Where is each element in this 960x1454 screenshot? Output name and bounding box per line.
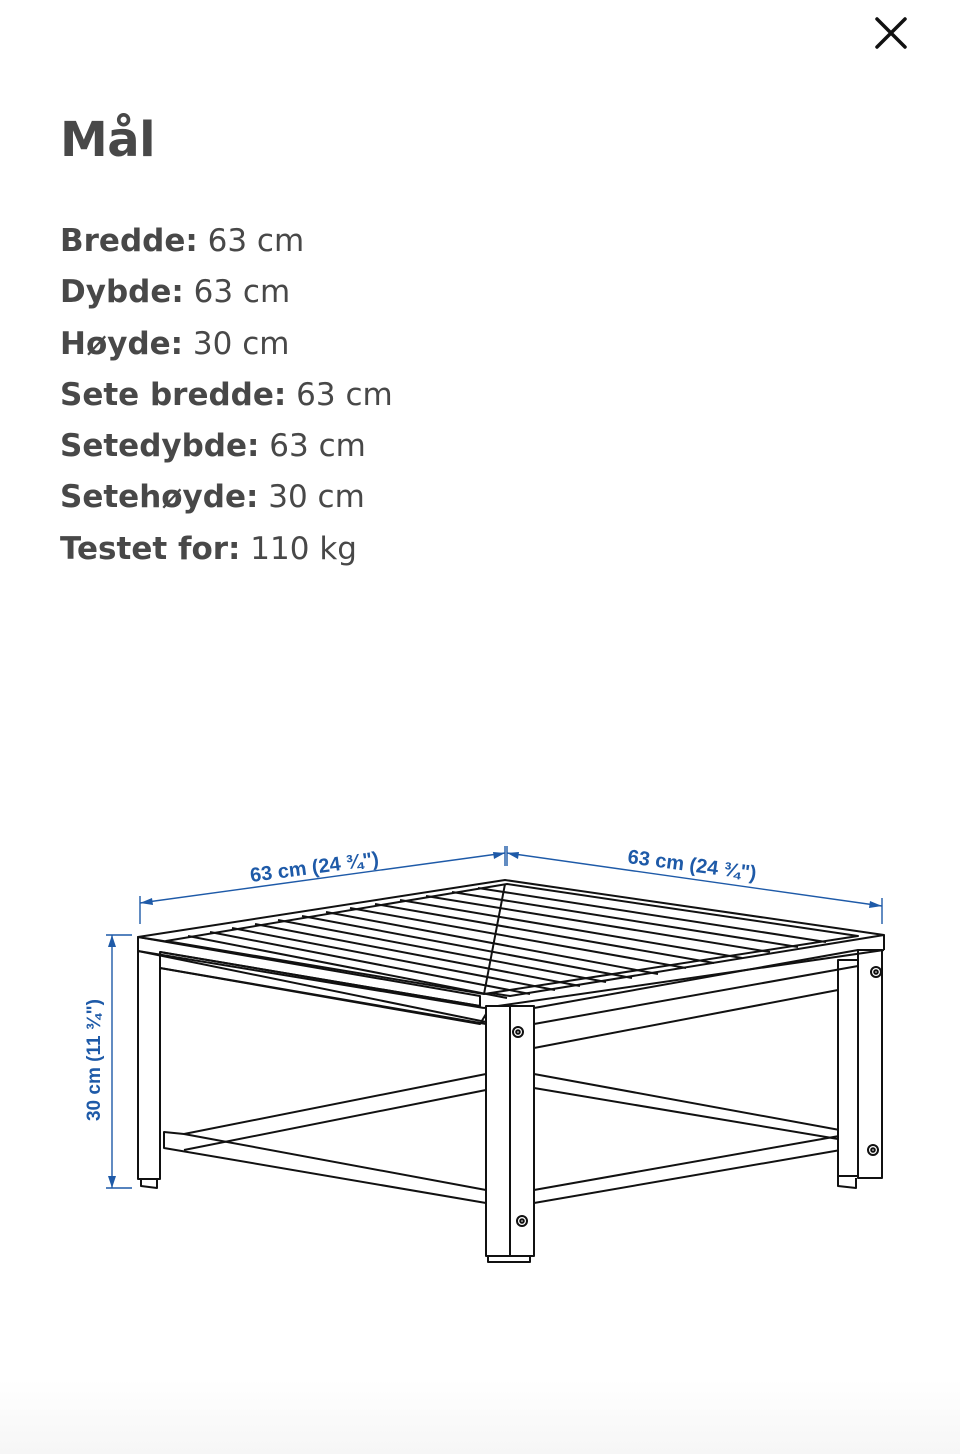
spec-tested-for xyxy=(60,524,393,575)
spec-height xyxy=(60,319,393,370)
spec-label: Høyde: xyxy=(60,325,184,362)
lower-shelf-right-rail xyxy=(534,1133,858,1203)
depth-dimension-label: 63 cm (24 ¾") xyxy=(626,846,758,885)
dimension-list xyxy=(60,216,393,575)
spec-value: 63 cm xyxy=(269,428,366,465)
leg-back-right xyxy=(858,950,882,1178)
product-dimension-diagram xyxy=(0,820,960,1290)
height-dimension-label: 30 cm (11 ¾") xyxy=(84,998,105,1122)
spec-width xyxy=(60,216,393,267)
page-title: Mål xyxy=(60,112,156,168)
close-button[interactable] xyxy=(862,4,920,62)
lower-shelf-left-rail xyxy=(164,1132,486,1203)
spec-value: 63 cm xyxy=(207,223,305,259)
spec-label: Setehøyde: xyxy=(60,479,259,516)
spec-seat-height xyxy=(60,472,393,523)
spec-value: 110 kg xyxy=(250,530,357,567)
spec-label: Setedybde: xyxy=(60,428,260,465)
spec-label: Dybde: xyxy=(60,274,184,311)
spec-value: 63 cm xyxy=(193,274,291,311)
spec-value: 63 cm xyxy=(296,376,393,413)
spec-label: Sete bredde: xyxy=(60,376,287,413)
spec-label: Bredde: xyxy=(60,223,198,259)
spec-seat-width xyxy=(60,370,393,421)
spec-depth xyxy=(60,267,393,318)
table-drawing xyxy=(138,880,884,1262)
bottom-fade xyxy=(0,1380,960,1454)
width-dimension-label: 63 cm (24 ¾") xyxy=(248,848,381,887)
spec-value: 30 cm xyxy=(192,325,290,362)
leg-back-left xyxy=(138,951,160,1179)
spec-seat-depth xyxy=(60,421,393,472)
spec-label: Testet for: xyxy=(60,530,241,567)
close-icon xyxy=(873,15,909,51)
spec-value: 30 cm xyxy=(268,479,365,516)
